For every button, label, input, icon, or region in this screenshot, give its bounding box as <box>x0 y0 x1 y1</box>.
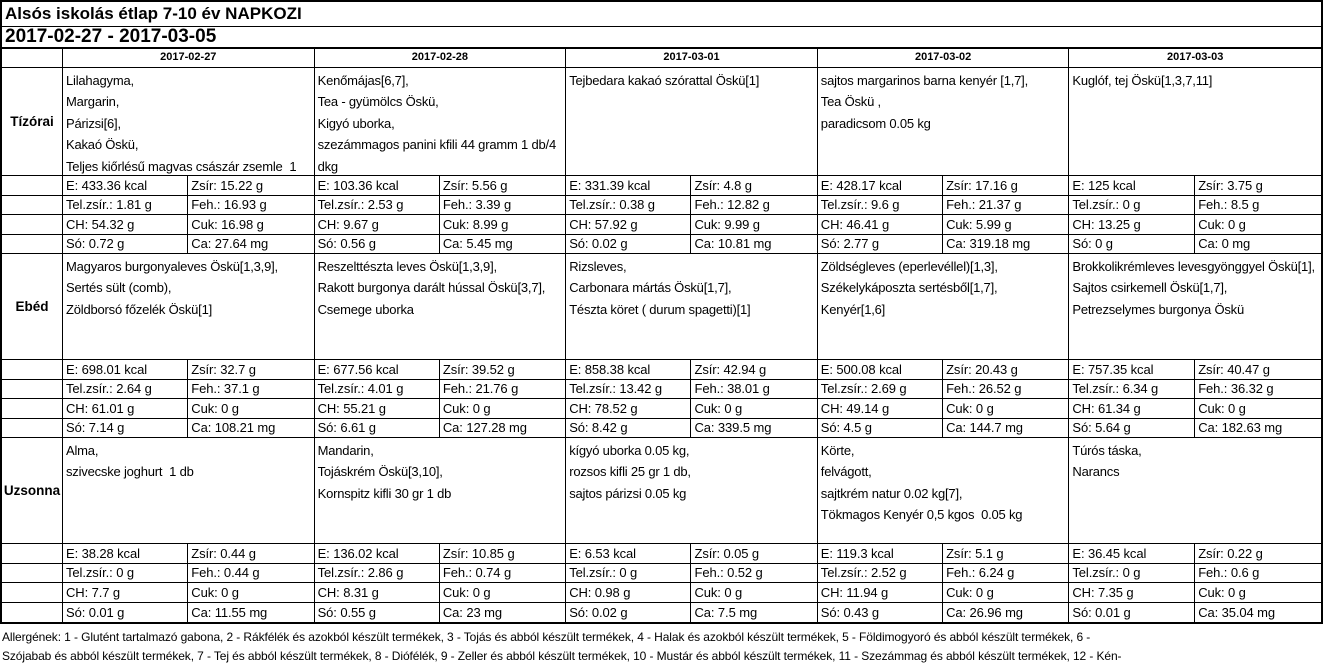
nutrition-day-cell <box>818 419 1070 439</box>
nutrition-day-cell <box>566 603 818 623</box>
nutrition-value: Feh.: 21.37 g <box>946 197 1022 213</box>
nutrition-row <box>2 176 1321 196</box>
corner-cell <box>2 49 63 68</box>
menu-item-line: Kuglóf, tej Öskü[1,3,7,11] <box>1072 73 1213 88</box>
meal-label-spacer <box>2 419 63 439</box>
nutrition-value: Tel.zsír.: 2.52 g <box>818 564 943 583</box>
nutrition-row <box>2 215 1321 235</box>
nutrition-day-cell <box>315 603 567 623</box>
menu-item-line: Kakaó Öskü, <box>66 137 139 153</box>
nutrition-day-cell <box>566 176 818 196</box>
nutrition-value: Tel.zsír.: 4.01 g <box>315 380 440 399</box>
menu-item-line: Margarin, <box>66 94 120 110</box>
nutrition-day-cell <box>63 399 315 419</box>
menu-cell <box>1069 254 1321 360</box>
nutrition-value: Ca: 339.5 mg <box>694 420 772 436</box>
nutrition-day-cell <box>63 380 315 400</box>
nutrition-value: Feh.: 0.74 g <box>442 565 512 581</box>
nutrition-value: Zsír: 40.47 g <box>1198 361 1270 377</box>
nutrition-value: Feh.: 21.76 g <box>442 381 519 397</box>
nutrition-day-cell <box>818 399 1070 419</box>
nutrition-day-cell <box>1069 235 1321 255</box>
nutrition-row <box>2 583 1321 603</box>
nutrition-value: E: 677.56 kcal <box>315 360 440 379</box>
menu-item-line: Túrós táska, <box>1072 443 1142 458</box>
nutrition-value: Ca: 144.7 mg <box>946 420 1023 436</box>
menu-item-line: Mandarin, <box>317 443 374 458</box>
nutrition-value: E: 38.28 kcal <box>63 544 188 563</box>
menu-item-line: Kenyér[1,6] <box>820 301 886 317</box>
nutrition-value: Feh.: 36.32 g <box>1198 381 1274 397</box>
day-header: 2017-02-28 <box>315 49 567 68</box>
nutrition-value: Cuk: 0 g <box>694 584 743 600</box>
allergen-line-1: Allergének: 1 - Glutént tartalmazó gabona, 2 - Rákfélék és azokból készült termékek, 3 - Tojás és abból készült termékek, 4 - Halak és azokból készült termékek, 5 - Földimogyoró és abból készült termékek, 6 - <box>2 630 1091 644</box>
meal-label-spacer <box>2 196 63 216</box>
nutrition-day-cell <box>315 544 567 564</box>
nutrition-row <box>2 235 1321 255</box>
menu-item-line: Brokkolikrémleves levesgyönggyel Öskü[1], <box>1072 259 1315 274</box>
menu-item-line: sajtos margarinos barna kenyér [1,7], <box>820 73 1029 88</box>
nutrition-value: Ca: 182.63 mg <box>1198 420 1283 436</box>
nutrition-value: CH: 54.32 g <box>63 215 188 234</box>
nutrition-value: Tel.zsír.: 0 g <box>63 564 188 583</box>
menu-table <box>2 49 1321 622</box>
nutrition-value: Zsír: 39.52 g <box>442 361 515 377</box>
nutrition-value: Ca: 0 mg <box>1198 236 1251 252</box>
nutrition-value: Só: 0.72 g <box>63 235 188 254</box>
nutrition-value: CH: 55.21 g <box>315 399 440 418</box>
nutrition-value: Zsír: 17.16 g <box>946 177 1018 193</box>
nutrition-day-cell <box>566 196 818 216</box>
menu-cell <box>566 68 818 176</box>
day-header: 2017-03-01 <box>566 49 818 68</box>
nutrition-value: E: 36.45 kcal <box>1069 544 1195 563</box>
nutrition-value: Feh.: 3.39 g <box>442 197 512 213</box>
nutrition-value: Só: 0.43 g <box>818 603 943 623</box>
menu-item-line: Narancs <box>1072 464 1120 480</box>
nutrition-day-cell <box>566 419 818 439</box>
nutrition-day-cell <box>566 235 818 255</box>
nutrition-value: Feh.: 37.1 g <box>191 381 260 397</box>
meal-row <box>2 254 1321 360</box>
nutrition-value: Tel.zsír.: 0 g <box>566 564 691 583</box>
nutrition-value: Ca: 10.81 mg <box>694 236 772 252</box>
menu-item-line: Alma, <box>66 443 99 458</box>
nutrition-value: CH: 61.01 g <box>63 399 188 418</box>
nutrition-value: Só: 0.01 g <box>1069 603 1195 623</box>
nutrition-day-cell <box>566 360 818 380</box>
nutrition-value: Feh.: 16.93 g <box>191 197 267 213</box>
nutrition-value: Zsír: 15.22 g <box>191 177 263 193</box>
menu-item-line: Párizsi[6], <box>66 115 121 131</box>
meal-label: Ebéd <box>2 254 63 360</box>
menu-item-line: Tea - gyümölcs Öskü, <box>317 94 439 110</box>
menu-item-line: felvágott, <box>820 464 872 480</box>
nutrition-day-cell <box>1069 176 1321 196</box>
menu-item-line: Kenőmájas[6,7], <box>317 73 409 88</box>
meal-label-spacer <box>2 564 63 584</box>
nutrition-value: E: 757.35 kcal <box>1069 360 1195 379</box>
nutrition-day-cell <box>818 380 1070 400</box>
nutrition-day-cell <box>1069 564 1321 584</box>
date-range: 2017-02-27 - 2017-03-05 <box>2 27 1321 49</box>
menu-cell <box>315 254 567 360</box>
nutrition-day-cell <box>566 544 818 564</box>
nutrition-day-cell <box>63 176 315 196</box>
nutrition-value: Zsír: 32.7 g <box>191 361 256 377</box>
meal-label-spacer <box>2 583 63 603</box>
meal-row <box>2 438 1321 544</box>
nutrition-value: E: 136.02 kcal <box>315 544 440 563</box>
nutrition-value: Tel.zsír.: 6.34 g <box>1069 380 1195 399</box>
nutrition-day-cell <box>818 215 1070 235</box>
nutrition-value: Ca: 5.45 mg <box>442 236 513 252</box>
nutrition-day-cell <box>315 583 567 603</box>
day-header-row <box>2 49 1321 68</box>
nutrition-value: CH: 57.92 g <box>566 215 691 234</box>
nutrition-value: Cuk: 0 g <box>1198 216 1246 232</box>
nutrition-day-cell <box>566 399 818 419</box>
meal-label: Tízórai <box>2 68 63 176</box>
nutrition-value: Só: 5.64 g <box>1069 419 1195 438</box>
nutrition-value: Zsír: 5.56 g <box>442 177 508 193</box>
nutrition-day-cell <box>818 176 1070 196</box>
nutrition-value: Só: 0 g <box>1069 235 1195 254</box>
nutrition-value: Zsír: 3.75 g <box>1198 177 1263 193</box>
nutrition-day-cell <box>63 564 315 584</box>
nutrition-value: Cuk: 0 g <box>694 400 743 416</box>
nutrition-day-cell <box>315 380 567 400</box>
meal-label-spacer <box>2 380 63 400</box>
nutrition-day-cell <box>818 196 1070 216</box>
menu-item-line: Sertés sült (comb), <box>66 280 172 296</box>
nutrition-value: Cuk: 0 g <box>442 584 491 600</box>
menu-item-line: Rakott burgonya darált hússal Öskü[3,7], <box>317 280 546 296</box>
nutrition-value: Cuk: 0 g <box>191 400 239 416</box>
nutrition-day-cell <box>1069 360 1321 380</box>
nutrition-day-cell <box>315 196 567 216</box>
nutrition-value: CH: 0.98 g <box>566 583 691 602</box>
menu-item-line: Kigyó uborka, <box>317 115 395 131</box>
nutrition-value: Cuk: 0 g <box>946 400 994 416</box>
menu-item-line: Körte, <box>820 443 855 458</box>
menu-cell <box>818 254 1070 360</box>
nutrition-value: CH: 46.41 g <box>818 215 943 234</box>
nutrition-day-cell <box>63 603 315 623</box>
nutrition-value: Ca: 26.96 mg <box>946 604 1023 620</box>
menu-cell <box>1069 438 1321 544</box>
nutrition-day-cell <box>315 176 567 196</box>
meal-label-spacer <box>2 399 63 419</box>
nutrition-value: Só: 7.14 g <box>63 419 188 438</box>
nutrition-value: Só: 0.55 g <box>315 603 440 623</box>
nutrition-value: Zsír: 0.05 g <box>694 545 760 561</box>
nutrition-value: Só: 0.01 g <box>63 603 188 623</box>
meal-label-spacer <box>2 544 63 564</box>
nutrition-value: Feh.: 0.52 g <box>694 565 763 581</box>
nutrition-value: Tel.zsír.: 1.81 g <box>63 196 188 215</box>
meal-label: Uzsonna <box>2 438 63 544</box>
menu-item-line: szezámmagos panini kfili 44 gramm 1 db/4 dkg <box>317 137 560 174</box>
nutrition-day-cell <box>315 399 567 419</box>
nutrition-value: E: 119.3 kcal <box>818 544 943 563</box>
nutrition-value: Feh.: 8.5 g <box>1198 197 1260 213</box>
menu-item-line: Carbonara mártás Öskü[1,7], <box>569 280 732 296</box>
nutrition-value: Tel.zsír.: 0.38 g <box>566 196 691 215</box>
nutrition-day-cell <box>315 419 567 439</box>
menu-item-line: szivecske joghurt 1 db <box>66 464 194 480</box>
nutrition-value: Cuk: 0 g <box>191 584 239 600</box>
menu-item-line: Teljes kiőrlésű magvas császár zsemle 1 <box>66 158 297 174</box>
meal-label-spacer <box>2 235 63 255</box>
nutrition-value: Tel.zsír.: 2.69 g <box>818 380 943 399</box>
nutrition-day-cell <box>63 360 315 380</box>
nutrition-day-cell <box>315 564 567 584</box>
menu-item-line: Sajtos csirkemell Öskü[1,7], <box>1072 280 1228 296</box>
allergen-line-2: Szójabab és abból készült termékek, 7 - Tej és abból készült termékek, 8 - Diófélék, 9 - Zeller és abból készült termékek, 10 - Mustár és abból készült termékek, 11 - Szezámmag és abból készült termékek, 12 - Kén- <box>2 649 1122 663</box>
nutrition-value: Ca: 27.64 mg <box>191 236 269 252</box>
nutrition-value: Cuk: 0 g <box>1198 400 1246 416</box>
menu-item-line: Zöldborsó főzelék Öskü[1] <box>66 301 213 317</box>
nutrition-value: Tel.zsír.: 13.42 g <box>566 380 691 399</box>
nutrition-day-cell <box>63 215 315 235</box>
nutrition-value: Só: 8.42 g <box>566 419 691 438</box>
nutrition-value: Só: 6.61 g <box>315 419 440 438</box>
nutrition-value: Zsír: 20.43 g <box>946 361 1018 377</box>
nutrition-row <box>2 360 1321 380</box>
nutrition-value: CH: 11.94 g <box>818 583 943 602</box>
nutrition-value: Ca: 127.28 mg <box>442 420 527 436</box>
nutrition-day-cell <box>63 544 315 564</box>
nutrition-row <box>2 544 1321 564</box>
nutrition-value: E: 103.36 kcal <box>315 176 440 195</box>
page-title: Alsós iskolás étlap 7-10 év NAPKOZI <box>2 2 1321 27</box>
nutrition-value: Tel.zsír.: 2.64 g <box>63 380 188 399</box>
nutrition-row <box>2 196 1321 216</box>
menu-cell <box>63 254 315 360</box>
nutrition-value: Tel.zsír.: 9.6 g <box>818 196 943 215</box>
nutrition-value: CH: 8.31 g <box>315 583 440 602</box>
nutrition-value: CH: 61.34 g <box>1069 399 1195 418</box>
meal-label-spacer <box>2 360 63 380</box>
menu-item-line: Reszelttészta leves Öskü[1,3,9], <box>317 259 497 274</box>
nutrition-day-cell <box>566 380 818 400</box>
menu-cell <box>63 68 315 176</box>
menu-item-line: Rizsleves, <box>569 259 627 274</box>
nutrition-day-cell <box>818 583 1070 603</box>
nutrition-value: E: 125 kcal <box>1069 176 1195 195</box>
nutrition-value: Feh.: 38.01 g <box>694 381 770 397</box>
nutrition-value: CH: 49.14 g <box>818 399 943 418</box>
nutrition-value: Só: 0.02 g <box>566 235 691 254</box>
nutrition-row <box>2 419 1321 439</box>
nutrition-value: Ca: 108.21 mg <box>191 420 276 436</box>
day-header: 2017-03-02 <box>818 49 1070 68</box>
day-header: 2017-03-03 <box>1069 49 1321 68</box>
nutrition-day-cell <box>566 215 818 235</box>
menu-item-line: Zöldségleves (eperlevéllel)[1,3], <box>820 259 998 274</box>
menu-item-line: paradicsom 0.05 kg <box>820 115 931 131</box>
nutrition-day-cell <box>1069 196 1321 216</box>
nutrition-value: CH: 78.52 g <box>566 399 691 418</box>
nutrition-value: Só: 0.02 g <box>566 603 691 623</box>
nutrition-day-cell <box>1069 399 1321 419</box>
nutrition-value: Feh.: 0.44 g <box>191 565 260 581</box>
nutrition-value: Ca: 7.5 mg <box>694 604 758 620</box>
menu-item-line: sajtkrém natur 0.02 kg[7], <box>820 485 963 501</box>
nutrition-row <box>2 399 1321 419</box>
menu-item-line: Csemege uborka <box>317 301 414 317</box>
nutrition-day-cell <box>63 196 315 216</box>
meal-row <box>2 68 1321 176</box>
menu-item-line: Petrezselymes burgonya Öskü <box>1072 301 1245 317</box>
menu-cell <box>566 438 818 544</box>
nutrition-value: Feh.: 12.82 g <box>694 197 770 213</box>
nutrition-day-cell <box>1069 544 1321 564</box>
nutrition-day-cell <box>818 603 1070 623</box>
menu-item-line: Tea Öskü , <box>820 94 881 110</box>
menu-item-line: Tökmagos Kenyér 0,5 kgos 0.05 kg <box>820 507 1023 523</box>
nutrition-value: Ca: 35.04 mg <box>1198 604 1276 620</box>
nutrition-value: Cuk: 5.99 g <box>946 216 1012 232</box>
nutrition-value: CH: 9.67 g <box>315 215 440 234</box>
nutrition-row <box>2 603 1321 623</box>
nutrition-value: Tel.zsír.: 2.53 g <box>315 196 440 215</box>
nutrition-day-cell <box>818 360 1070 380</box>
nutrition-value: E: 500.08 kcal <box>818 360 943 379</box>
nutrition-value: E: 433.36 kcal <box>63 176 188 195</box>
nutrition-value: Feh.: 6.24 g <box>946 565 1015 581</box>
nutrition-value: Zsír: 0.22 g <box>1198 545 1263 561</box>
nutrition-value: Só: 0.56 g <box>315 235 440 254</box>
menu-cell <box>63 438 315 544</box>
nutrition-value: CH: 7.7 g <box>63 583 188 602</box>
nutrition-value: CH: 13.25 g <box>1069 215 1195 234</box>
menu-cell <box>566 254 818 360</box>
nutrition-value: CH: 7.35 g <box>1069 583 1195 602</box>
nutrition-day-cell <box>315 215 567 235</box>
menu-item-line: Lilahagyma, <box>66 73 134 88</box>
nutrition-value: Zsír: 0.44 g <box>191 545 256 561</box>
nutrition-day-cell <box>63 419 315 439</box>
nutrition-value: Tel.zsír.: 0 g <box>1069 196 1195 215</box>
day-header: 2017-02-27 <box>63 49 315 68</box>
meal-label-spacer <box>2 176 63 196</box>
menu-item-line: Tészta köret ( durum spagetti)[1] <box>569 301 751 317</box>
nutrition-value: Cuk: 0 g <box>442 400 491 416</box>
menu-cell <box>1069 68 1321 176</box>
menu-item-line: sajtos párizsi 0.05 kg <box>569 485 687 501</box>
nutrition-value: Só: 4.5 g <box>818 419 943 438</box>
menu-cell <box>315 438 567 544</box>
nutrition-value: Ca: 319.18 mg <box>946 236 1031 252</box>
nutrition-value: Tel.zsír.: 2.86 g <box>315 564 440 583</box>
menu-item-line: rozsos kifli 25 gr 1 db, <box>569 464 691 480</box>
nutrition-value: Feh.: 26.52 g <box>946 381 1022 397</box>
menu-item-line: kígyó uborka 0.05 kg, <box>569 443 690 458</box>
nutrition-value: E: 698.01 kcal <box>63 360 188 379</box>
nutrition-value: Cuk: 9.99 g <box>694 216 760 232</box>
meal-label-spacer <box>2 215 63 235</box>
nutrition-row <box>2 380 1321 400</box>
menu-item-line: Tojáskrém Öskü[3,10], <box>317 464 443 480</box>
nutrition-value: E: 858.38 kcal <box>566 360 691 379</box>
nutrition-value: Zsír: 42.94 g <box>694 361 767 377</box>
nutrition-row <box>2 564 1321 584</box>
nutrition-value: Ca: 11.55 mg <box>191 604 268 620</box>
nutrition-day-cell <box>315 360 567 380</box>
menu-item-line: Tejbedara kakaó szórattal Öskü[1] <box>569 73 760 88</box>
nutrition-value: Cuk: 8.99 g <box>442 216 509 232</box>
nutrition-value: Zsír: 5.1 g <box>946 545 1004 561</box>
menu-item-line: Magyaros burgonyaleves Öskü[1,3,9], <box>66 259 278 274</box>
nutrition-value: Só: 2.77 g <box>818 235 943 254</box>
nutrition-value: E: 6.53 kcal <box>566 544 691 563</box>
nutrition-value: Zsír: 10.85 g <box>442 545 515 561</box>
meal-label-spacer <box>2 603 63 623</box>
nutrition-value: Cuk: 16.98 g <box>191 216 264 232</box>
nutrition-value: E: 428.17 kcal <box>818 176 943 195</box>
nutrition-day-cell <box>63 235 315 255</box>
allergen-footer <box>0 624 1323 666</box>
nutrition-day-cell <box>63 583 315 603</box>
nutrition-day-cell <box>1069 380 1321 400</box>
nutrition-value: Cuk: 0 g <box>1198 584 1246 600</box>
nutrition-value: Ca: 23 mg <box>442 604 502 620</box>
nutrition-value: E: 331.39 kcal <box>566 176 691 195</box>
menu-item-line: Kornspitz kifli 30 gr 1 db <box>317 485 452 501</box>
menu-item-line: Székelykáposzta sertésből[1,7], <box>820 280 998 296</box>
nutrition-day-cell <box>1069 419 1321 439</box>
nutrition-value: Zsír: 4.8 g <box>694 177 752 193</box>
nutrition-value: Cuk: 0 g <box>946 584 994 600</box>
menu-cell <box>818 438 1070 544</box>
menu-cell <box>818 68 1070 176</box>
nutrition-day-cell <box>818 544 1070 564</box>
menu-cell <box>315 68 567 176</box>
nutrition-day-cell <box>1069 215 1321 235</box>
nutrition-value: Tel.zsír.: 0 g <box>1069 564 1195 583</box>
nutrition-day-cell <box>315 235 567 255</box>
nutrition-day-cell <box>1069 603 1321 623</box>
nutrition-day-cell <box>818 564 1070 584</box>
nutrition-day-cell <box>1069 583 1321 603</box>
nutrition-day-cell <box>566 583 818 603</box>
nutrition-day-cell <box>566 564 818 584</box>
nutrition-day-cell <box>818 235 1070 255</box>
nutrition-value: Feh.: 0.6 g <box>1198 565 1260 581</box>
